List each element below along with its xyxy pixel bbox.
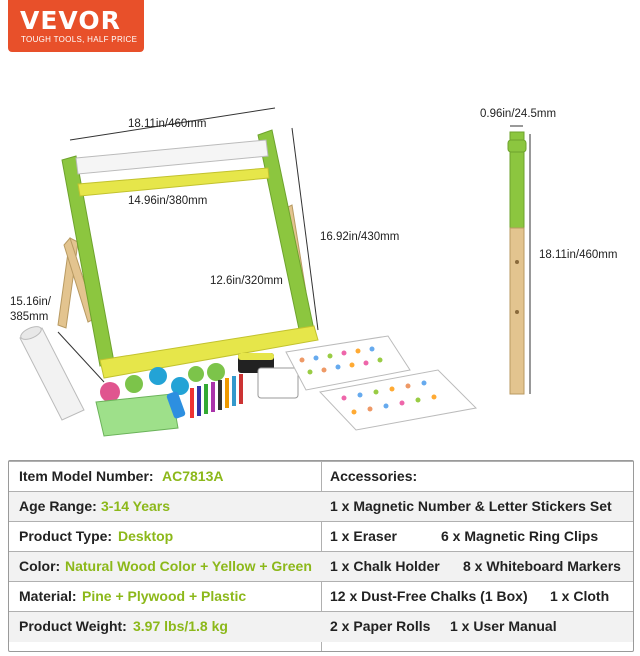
material-label: Material: [19,588,77,604]
dim-pole-height: 18.11in/460mm [539,249,618,261]
color-value: Natural Wood Color + Yellow + Green [65,558,312,574]
cloth [96,394,178,436]
accessory-eraser: 1 x Eraser [330,528,397,544]
accessories-title: Accessories: [330,468,418,484]
age-value: 3-14 Years [101,498,171,514]
brand-tagline: TOUGH TOOLS, HALF PRICE [21,35,138,44]
dim-depth-line2: 385mm [10,311,49,323]
material-value: Pine + Plywood + Plastic [82,588,247,604]
brand-name: VEVOR [20,6,121,35]
dim-pole-width: 0.96in/24.5mm [480,108,557,120]
accessory-paper-rolls: 2 x Paper Rolls [330,618,431,634]
accessory-clips: 6 x Magnetic Ring Clips [441,528,599,544]
dim-inner-width: 14.96in/380mm [128,195,208,207]
dim-inner-height: 12.6in/320mm [210,275,283,287]
accessory-chalks: 12 x Dust-Free Chalks (1 Box) [330,588,528,604]
accessory-manual: 1 x User Manual [450,618,557,634]
age-label: Age Range: [19,498,97,514]
spec-table [8,460,634,652]
color-label: Color: [19,558,61,574]
spec-row-color [9,551,633,582]
dim-height: 16.92in/430mm [320,231,400,243]
extension-pole [508,132,526,394]
type-label: Product Type: [19,528,113,544]
spec-row-material [9,581,633,612]
accessory-chalk-holder: 1 x Chalk Holder [330,558,440,574]
spec-row-type [9,521,633,552]
chalk-box [258,368,298,398]
spec-row-weight [9,611,633,642]
spec-row-model [9,461,633,492]
spec-row-age [9,491,633,522]
weight-label: Product Weight: [19,618,127,634]
model-value: AC7813A [162,468,224,484]
dim-depth-line1: 15.16in/ [10,296,51,308]
type-value: Desktop [118,528,174,544]
paper-roll-top [76,140,268,174]
weight-value: 3.97 lbs/1.8 kg [133,618,228,634]
accessory-markers: 8 x Whiteboard Markers [463,558,621,574]
paper-roll-loose [20,328,84,420]
accessory-stickers: 1 x Magnetic Number & Letter Stickers Set [330,498,612,514]
model-label: Item Model Number: [19,468,154,484]
dim-top-width: 18.11in/460mm [128,118,207,130]
accessory-cloth: 1 x Cloth [550,588,610,604]
